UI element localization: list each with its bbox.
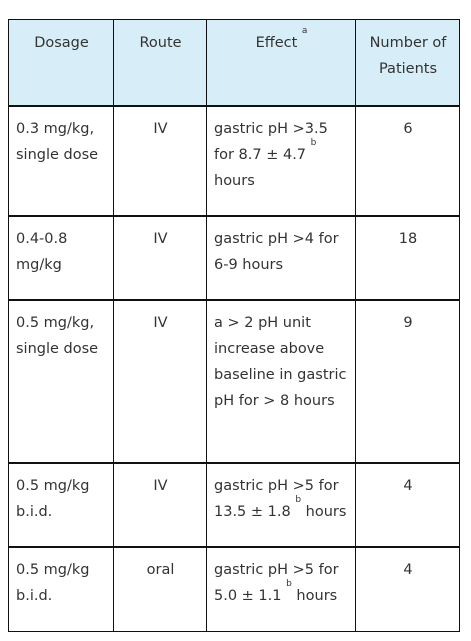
header-effect-label: Effect [255,35,298,51]
dosage-table-container [8,19,459,632]
cell-effect [207,300,356,463]
cell-effect-text: gastric pH >3.5 for 8.7 ± 4.7 [214,121,328,163]
cell-effect-footnote-marker: b [295,495,302,505]
cell-route: IV [114,216,207,300]
cell-route: IV [114,463,207,547]
header-dosage [9,20,114,107]
table-header-row [9,20,460,107]
cell-dosage: 0.5 mg/kg b.i.d. [9,547,114,631]
cell-effect-text: gastric pH >5 for 5.0 ± 1.1 [214,562,339,604]
cell-effect-text-suffix: hours [291,588,338,604]
cell-effect [207,216,356,300]
cell-route: IV [114,106,207,216]
cell-effect [207,547,356,631]
header-effect-footnote-marker: a [301,26,308,36]
cell-effect [207,463,356,547]
table-row [9,547,460,631]
cell-effect-text: a > 2 pH unit increase above baseline in gastric pH for > 8 hours [214,315,347,409]
cell-dosage: 0.5 mg/kg, single dose [9,300,114,463]
cell-number-of-patients: 18 [356,216,460,300]
header-route [114,20,207,107]
header-route-label: Route [139,35,182,51]
cell-effect-text: gastric pH >5 for 13.5 ± 1.8 [214,478,339,520]
cell-dosage: 0.5 mg/kg b.i.d. [9,463,114,547]
cell-number-of-patients: 4 [356,547,460,631]
table-row [9,300,460,463]
table-row [9,216,460,300]
cell-effect-text-suffix: hours [301,504,347,520]
cell-dosage: 0.4-0.8 mg/kg [9,216,114,300]
cell-number-of-patients: 6 [356,106,460,216]
header-effect [207,20,356,107]
cell-effect-footnote-marker: b [286,579,292,589]
table-row [9,463,460,547]
header-dosage-label: Dosage [34,35,89,51]
cell-route: IV [114,300,207,463]
dosage-table [8,19,460,632]
cell-effect-text: gastric pH >4 for 6-9 hours [214,231,339,273]
cell-effect-footnote-marker: b [310,138,317,148]
cell-effect-text-suffix: hours [214,173,255,189]
table-row [9,106,460,216]
header-patients-label: Number of Patients [369,35,447,77]
header-number-of-patients [356,20,460,107]
cell-number-of-patients: 9 [356,300,460,463]
cell-dosage: 0.3 mg/kg, single dose [9,106,114,216]
cell-effect [207,106,356,216]
cell-route: oral [114,547,207,631]
cell-number-of-patients: 4 [356,463,460,547]
